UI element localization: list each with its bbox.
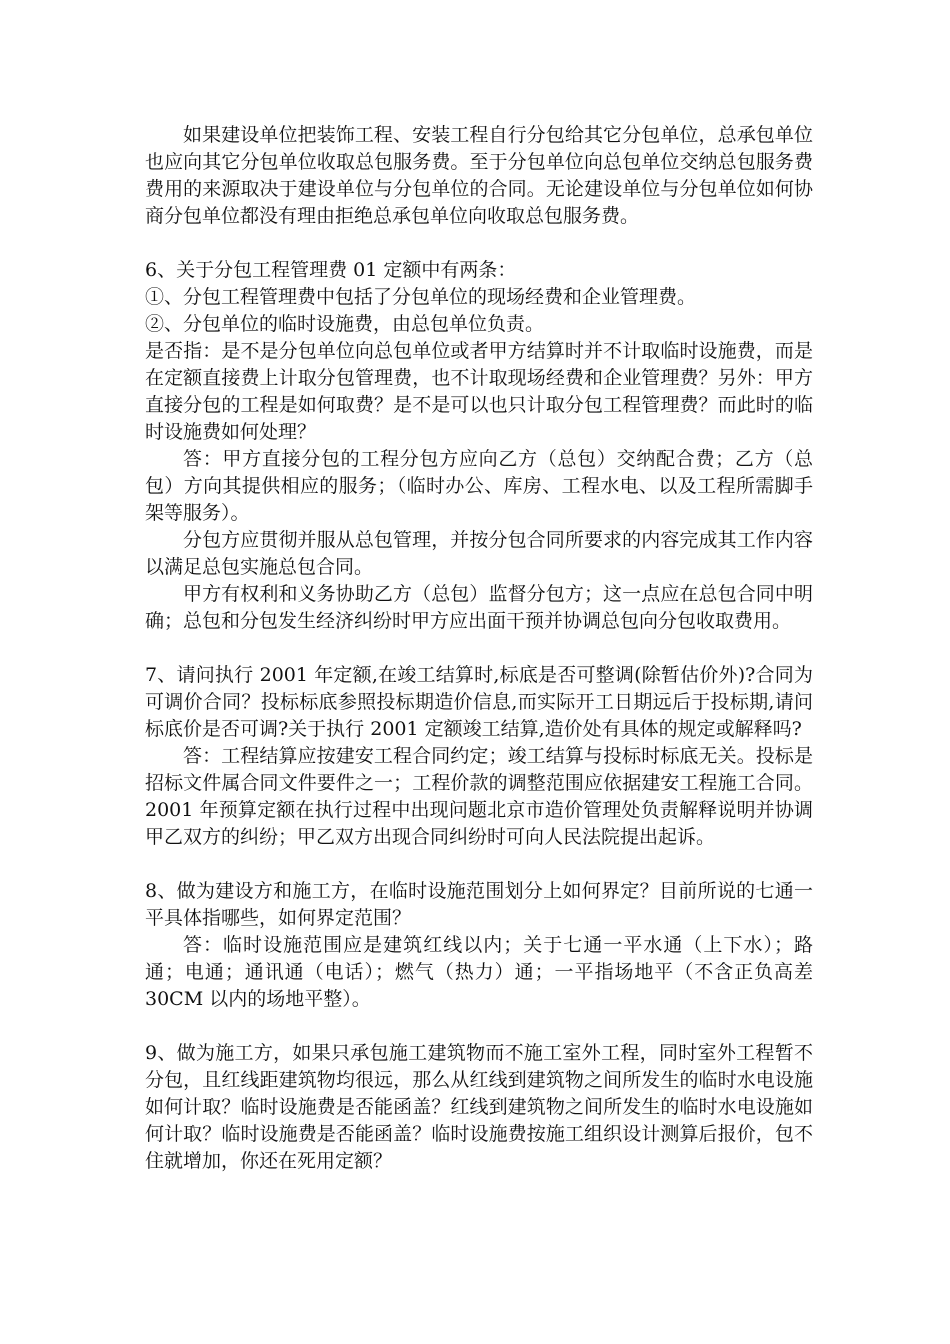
paragraph-gap [145, 1013, 813, 1040]
q7-question: 7、请问执行 2001 年定额,在竣工结算时,标底是否可整调(除暂估价外)?合同为可调价合同？投标标底参照投标期造价信息,而实际开工日期远后于投标期,请问标底价是否可调?关于执行 2001 定额竣工结算,造价处有具体的规定或解释吗? [145, 664, 813, 740]
q8-answer: 答：临时设施范围应是建筑红线以内；关于七通一平水通（上下水）；路通；电通；通讯通（电话）；燃气（热力）通；一平指场地平（不含正负高差 30CM 以内的场地平整）。 [145, 934, 813, 1010]
q6-answer-3: 甲方有权利和义务协助乙方（总包）监督分包方；这一点应在总包合同中明确；总包和分包发生经济纠纷时甲方应出面干预并协调总包向分包收取费用。 [145, 583, 813, 632]
q7-answer: 答：工程结算应按建安工程合同约定；竣工结算与投标时标底无关。投标是招标文件属合同文件要件之一；工程价款的调整范围应依据建安工程施工合同。2001 年预算定额在执行过程中出现问题北京市造价管理处负责解释说明并协调甲乙双方的纠纷；甲乙双方出现合同纠纷时可向人民法院提出起诉。 [145, 745, 813, 848]
q6-answer-2: 分包方应贯彻并服从总包管理，并按分包合同所要求的内容完成其工作内容以满足总包实施总包合同。 [145, 529, 813, 578]
intro-paragraph: 如果建设单位把装饰工程、安装工程自行分包给其它分包单位，总承包单位也应向其它分包单位收取总包服务费。至于分包单位向总包单位交纳总包服务费费用的来源取决于建设单位与分包单位的合同。无论建设单位与分包单位如何协商分包单位都没有理由拒绝总承包单位向收取总包服务费。 [145, 124, 813, 227]
q6-heading: 6、关于分包工程管理费 01 定额中有两条： [145, 259, 517, 281]
q6-answer-1: 答：甲方直接分包的工程分包方应向乙方（总包）交纳配合费；乙方（总包）方向其提供相应的服务；（临时办公、库房、工程水电、以及工程所需脚手架等服务）。 [145, 448, 813, 524]
paragraph-gap [145, 635, 813, 662]
q6-question: 是否指：是不是分包单位向总包单位或者甲方结算时并不计取临时设施费，而是在定额直接费上计取分包管理费，也不计取现场经费和企业管理费？另外：甲方直接分包的工程是如何取费？是不是可以也只计取分包工程管理费？而此时的临时设施费如何处理？ [145, 340, 813, 443]
q8-question: 8、做为建设方和施工方，在临时设施范围划分上如何界定？目前所说的七通一平具体指哪些，如何界定范围？ [145, 880, 813, 929]
document-body [145, 122, 813, 1175]
paragraph-gap [145, 230, 813, 257]
q6-item-2: ②、分包单位的临时设施费，由总包单位负责。 [145, 313, 545, 335]
paragraph-gap [145, 851, 813, 878]
q6-item-1: ①、分包工程管理费中包括了分包单位的现场经费和企业管理费。 [145, 286, 697, 308]
q9-question: 9、做为施工方，如果只承包施工建筑物而不施工室外工程，同时室外工程暂不分包，且红线距建筑物均很远，那么从红线到建筑物之间所发生的临时水电设施如何计取？临时设施费是否能函盖？红线到建筑物之间所发生的临时水电设施如何计取？临时设施费是否能函盖？临时设施费按施工组织设计测算后报价，包不住就增加，你还在死用定额？ [145, 1042, 813, 1172]
